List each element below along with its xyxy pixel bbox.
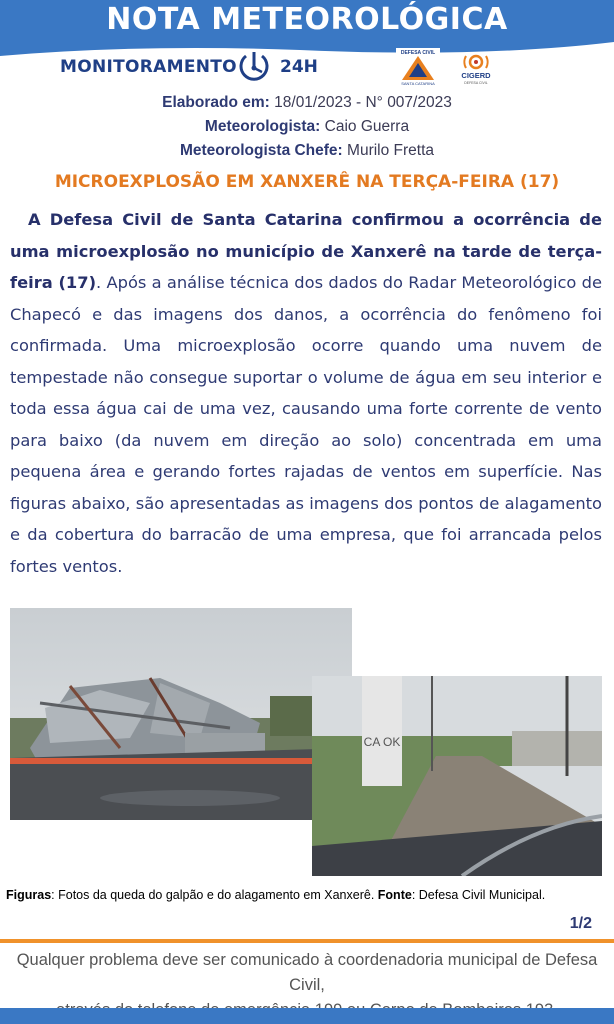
monitoramento-24h-text: 24H <box>280 57 318 77</box>
elaborado-label: Elaborado em: <box>162 94 270 111</box>
meteorologista-label: Meteorologista: <box>204 118 321 135</box>
headline: MICROEXPLOSÃO EM XANXERÊ NA TERÇA-FEIRA (17) <box>54 172 560 192</box>
caption-figuras-label: Figuras <box>6 888 52 902</box>
photo-sign-text: CA OK <box>363 735 401 749</box>
caption-fonte-label: Fonte <box>377 888 412 902</box>
defesa-civil-logo <box>396 48 440 86</box>
photo-flooded-street <box>312 676 602 876</box>
page-title: NOTA METEOROLÓGICA <box>106 2 508 37</box>
cigerd-logo-text: CIGERD <box>461 71 491 80</box>
body-rest: Após a análise técnica dos dados do Radar Meteorológico de Chapecó e das imagens dos danos, a ocorrência do fenômeno foi confirmada. Uma microexplosão ocorre quando uma nuvem de tempestade não consegue suportar o volume de água em seu interior e toda essa água cai de uma vez, causando uma forte corrente de vento para baixo (da nuvem em direção ao solo) concentrada em uma pequena área e gerando fortes rajadas de ventos em superfície. Nas figuras abaixo, são apresentadas as imagens dos pontos de alagamento e da cobertura do barracão de uma empresa, que foi arrancada pelos fortes ventos. <box>10 273 602 576</box>
footer-divider <box>0 939 614 943</box>
body-text <box>10 204 602 582</box>
cigerd-logo <box>454 48 498 86</box>
caption-fonte-text: : Defesa Civil Municipal. <box>411 888 546 902</box>
figure-caption <box>6 888 545 902</box>
defesa-civil-logo-sub: SANTA CATARINA <box>401 81 435 86</box>
caption-figuras-text: : Fotos da queda do galpão e do alagamento em Xanxerê. <box>51 888 378 902</box>
footer-line-1: Qualquer problema deve ser comunicado à coordenadoria municipal de Defesa Civil, <box>16 951 598 994</box>
elaborado-value: 18/01/2023 - N° 007/2023 <box>274 94 452 111</box>
meta-chefe <box>0 142 614 160</box>
photo-collapsed-warehouse <box>10 608 352 820</box>
footer-band <box>0 1008 614 1024</box>
body-lead: A Defesa Civil de Santa Catarina confirmou a ocorrência de uma microexplosão no município de Xanxerê na tarde de terça-feira (17) <box>10 210 602 292</box>
meteorologista-value: Caio Guerra <box>324 118 410 135</box>
meta-elaborado <box>0 94 614 112</box>
page-number: 1/2 <box>569 915 592 932</box>
body-lead-end: . <box>96 273 102 292</box>
meta-meteorologista <box>0 118 614 136</box>
chefe-value: Murilo Fretta <box>347 142 435 159</box>
cigerd-logo-sub: DEFESA CIVIL <box>464 81 488 85</box>
monitoramento-logo-text: MONITORAMENTO <box>60 57 237 77</box>
chefe-label: Meteorologista Chefe: <box>179 142 343 159</box>
defesa-civil-logo-text: DEFESA CIVIL <box>400 50 436 56</box>
monitoring-clock-icon <box>232 50 276 84</box>
